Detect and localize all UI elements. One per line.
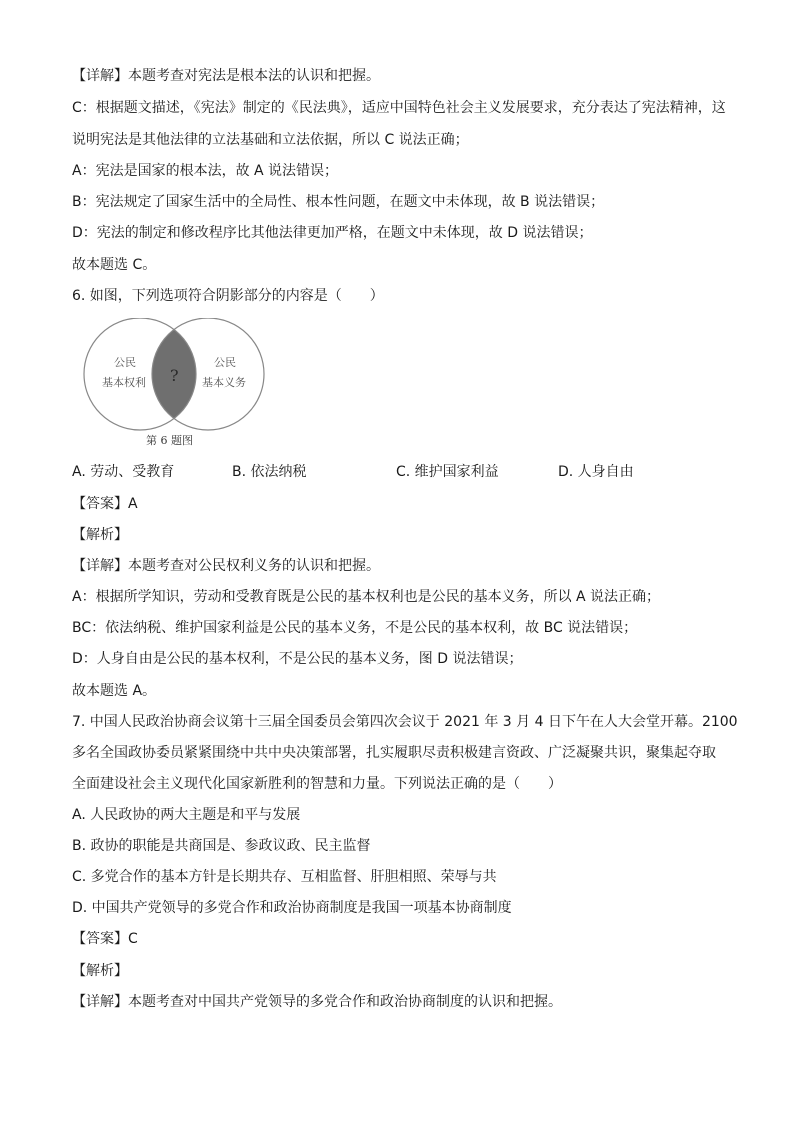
question-7-analysis-heading: 【解析】 <box>72 963 128 979</box>
figure-caption: 第 6 题图 <box>146 434 193 447</box>
rights-label-1: 公民 <box>114 356 136 369</box>
question-7-option-d: D. 中国共产党领导的多党合作和政治协商制度是我国一项基本协商制度 <box>72 900 512 916</box>
question-7-option-a: A. 人民政协的两大主题是和平与发展 <box>72 807 301 823</box>
option-d: D. 人身自由 <box>558 464 634 480</box>
option-a: A. 劳动、受教育 <box>72 464 175 480</box>
question-7-option-c: C. 多党合作的基本方针是长期共存、互相监督、肝胆相照、荣辱与共 <box>72 869 497 885</box>
rights-label-2: 基本权利 <box>102 376 146 389</box>
duties-label-1: 公民 <box>214 356 236 369</box>
overlap-question-mark: ? <box>170 366 179 385</box>
question-7-answer: 【答案】C <box>72 931 138 947</box>
question-6-stem: 6. 如图，下列选项符合阴影部分的内容是（ ） <box>72 288 384 304</box>
explanation-line: 【详解】本题考查对公民权利义务的认识和把握。 <box>72 558 380 574</box>
question-6-options <box>72 462 732 482</box>
question-7-option-b: B. 政协的职能是共商国是、参政议政、民主监督 <box>72 838 371 854</box>
explanation-line: B：宪法规定了国家生活中的全局性、根本性问题，在题文中未体现，故 B 说法错误； <box>72 194 605 210</box>
question-7-stem-2: 多名全国政协委员紧紧围绕中共中央决策部署，扎实履职尽责积极建言资政、广泛凝聚共识，聚集起夺取 <box>72 745 716 761</box>
explanation-line: 【详解】本题考查对中国共产党领导的多党合作和政治协商制度的认识和把握。 <box>72 994 562 1010</box>
question-6-analysis-heading: 【解析】 <box>72 527 128 543</box>
option-c: C. 维护国家利益 <box>396 464 499 480</box>
question-7-stem-1: 7. 中国人民政治协商会议第十三届全国委员会第四次会议于 2021 年 3 月 4 日下午在人大会堂开幕。2100 <box>72 714 738 730</box>
explanation-line: BC：依法纳税、维护国家利益是公民的基本义务，不是公民的基本权利，故 BC 说法错误； <box>72 620 638 636</box>
explanation-line: 说明宪法是其他法律的立法基础和立法依据，所以 C 说法正确； <box>72 132 469 148</box>
explanation-line: 故本题选 C。 <box>72 257 157 273</box>
question-7-stem-3: 全面建设社会主义现代化国家新胜利的智慧和力量。下列说法正确的是（ ） <box>72 776 562 792</box>
venn-diagram-svg <box>78 318 273 448</box>
explanation-line: C：根据题文描述，《宪法》制定的《民法典》，适应中国特色社会主义发展要求，充分表达了宪法精神，这 <box>72 100 726 116</box>
explanation-line: A：根据所学知识，劳动和受教育既是公民的基本权利也是公民的基本义务，所以 A 说法正确； <box>72 589 661 605</box>
explanation-line: D：人身自由是公民的基本权利，不是公民的基本义务，图 D 说法错误； <box>72 651 523 667</box>
venn-diagram <box>78 318 273 448</box>
explanation-line: D：宪法的制定和修改程序比其他法律更加严格，在题文中未体现，故 D 说法错误； <box>72 225 593 241</box>
explanation-line: 故本题选 A。 <box>72 683 157 699</box>
explanation-line: 【详解】本题考查对宪法是根本法的认识和把握。 <box>72 68 380 84</box>
duties-label-2: 基本义务 <box>202 376 246 389</box>
question-6-answer: 【答案】A <box>72 496 138 512</box>
option-b: B. 依法纳税 <box>232 464 307 480</box>
explanation-line: A：宪法是国家的根本法，故 A 说法错误； <box>72 163 339 179</box>
